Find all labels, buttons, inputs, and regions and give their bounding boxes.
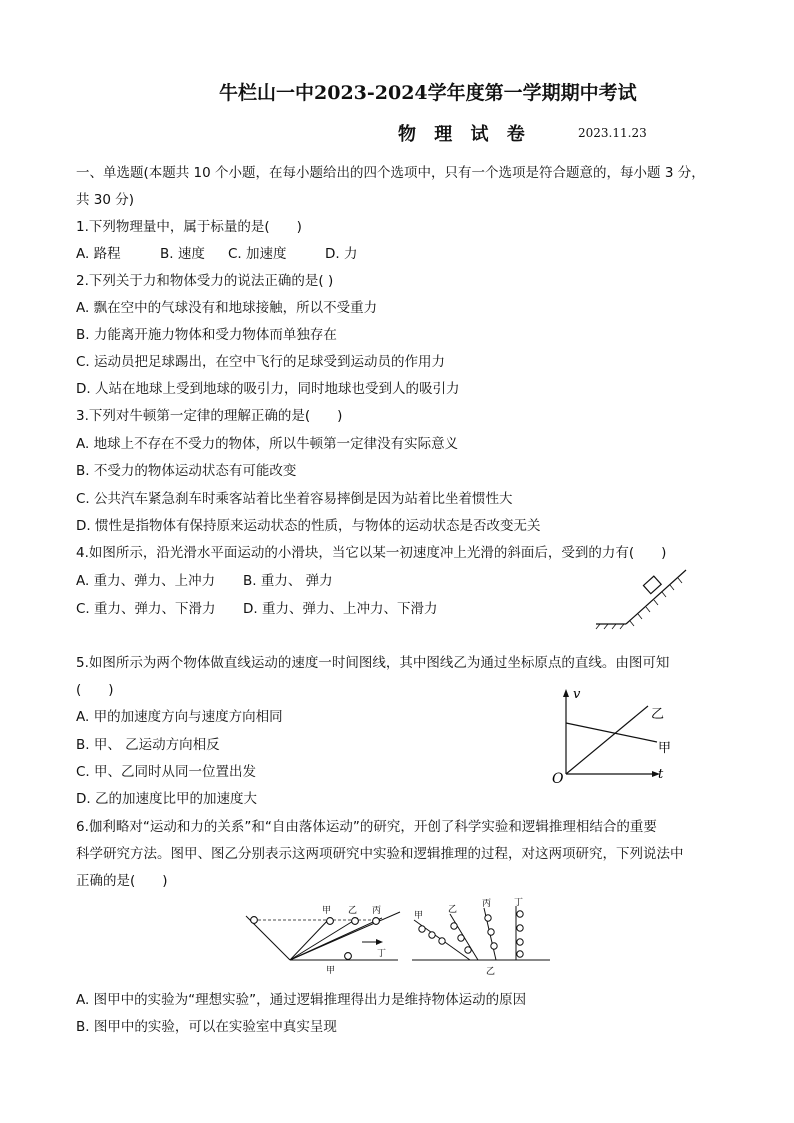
label-ding: 丁 [377,949,387,959]
balls-jia [419,926,445,944]
q4-option-b: B. 重力、 弹力 [243,573,333,589]
q3-option-a: A. 地球上不存在不受力的物体，所以牛顿第一定律没有实际意义 [76,436,459,452]
q3-option-d: D. 惯性是指物体有保持原来运动状态的性质，与物体的运动状态是否改变无关 [76,518,541,534]
q6-stem-line1: 6.伽利略对“运动和力的关系”和“自由落体运动”的研究，开创了科学实验和逻辑推理相结合的重要 [76,819,657,835]
v-axis-arrow [563,689,569,697]
exam-title: 牛栏山一中2023-2024学年度第一学期期中考试 [219,82,637,104]
q6-option-b: B. 图甲中的实验，可以在实验室中真实呈现 [76,1019,337,1035]
q3-option-c: C. 公共汽车紧急刹车时乘客站着比坐着容易摔倒是因为站着比坐着惯性大 [76,491,513,507]
q2-stem: 2.下列关于力和物体受力的说法正确的是( ) [76,273,334,289]
label-yi: 乙 [348,906,358,916]
q2-option-c: C. 运动员把足球踢出，在空中飞行的足球受到运动员的作用力 [76,354,446,370]
ball-jia [327,918,334,925]
slope-label-yi: 乙 [448,905,458,915]
ball-bing [373,918,380,925]
vt-graph [545,686,685,786]
incline-figure [590,560,700,632]
ball-start [251,917,258,924]
q1-option-c: C. 加速度 [228,246,287,262]
q5-option-d: D. 乙的加速度比甲的加速度大 [76,791,257,807]
q6-stem-line3: 正确的是( ) [76,873,168,889]
section-heading-line2: 共 30 分) [76,192,135,208]
slope-label-ding: 丁 [514,898,524,908]
q3-option-b: B. 不受力的物体运动状态有可能改变 [76,463,297,479]
q4-option-d: D. 重力、弹力、上冲力、下滑力 [243,601,438,617]
q5-option-b: B. 甲、 乙运动方向相反 [76,737,220,753]
ball-ding [345,953,352,960]
figure-jia-caption: 甲 [326,966,336,976]
v-axis-label: v [573,687,581,702]
galileo-figure [238,896,558,978]
q5-stem-line1: 5.如图所示为两个物体做直线运动的速度一时间图线，其中图线乙为通过坐标原点的直线。由图可知 [76,655,670,671]
q2-option-a: A. 飘在空中的气球没有和地球接触，所以不受重力 [76,300,378,316]
q6-option-a: A. 图甲中的实验为“理想实验”，通过逻辑推理得出力是维持物体运动的原因 [76,992,527,1008]
q4-option-a: A. 重力、弹力、上冲力 [76,573,216,589]
ball-yi [352,918,359,925]
q5-option-c: C. 甲、乙同时从同一位置出发 [76,764,257,780]
q1-option-a: A. 路程 [76,246,121,262]
q1-option-b: B. 速度 [160,246,205,262]
q6-stem-line2: 科学研究方法。图甲、图乙分别表示这两项研究中实验和逻辑推理的过程，对这两项研究，下列说法中 [76,846,684,862]
q5-stem-line2: ( ) [76,682,114,698]
exam-date: 2023.11.23 [578,126,647,140]
q5-option-a: A. 甲的加速度方向与速度方向相同 [76,709,283,725]
section-heading-line1: 一、单选题(本题共 10 个小题，在每小题给出的四个选项中，只有一个选项是符合题意的，每小题 3 分， [76,165,705,181]
label-bing: 丙 [372,906,382,916]
subject-label: 物 理 试 卷 [398,124,531,145]
q4-option-c: C. 重力、弹力、下滑力 [76,601,216,617]
origin-label: O [552,771,564,786]
q3-stem: 3.下列对牛顿第一定律的理解正确的是( ) [76,408,343,424]
line-jia-label: 甲 [658,741,672,756]
slope-label-jia: 甲 [414,911,424,921]
label-jia: 甲 [322,906,332,916]
exam-subtitle [398,120,531,146]
balls-bing [485,915,497,949]
q4-stem: 4.如图所示，沿光滑水平面运动的小滑块，当它以某一初速度冲上光滑的斜面后，受到的力有( ) [76,545,667,561]
balls-ding [517,911,523,957]
slope-label-bing: 丙 [482,899,492,909]
line-yi-label: 乙 [651,707,665,722]
motion-arrow-head [376,939,383,945]
line-yi [566,706,648,774]
q2-option-d: D. 人站在地球上受到地球的吸引力，同时地球也受到人的吸引力 [76,381,460,397]
q2-option-b: B. 力能离开施力物体和受力物体而单独存在 [76,327,337,343]
figure-yi-caption: 乙 [486,967,496,977]
line-jia [566,723,657,742]
q1-option-d: D. 力 [325,246,358,262]
t-axis-label: t [658,767,664,782]
slider-block [643,576,661,594]
q1-stem: 1.下列物理量中，属于标量的是( ) [76,219,302,235]
